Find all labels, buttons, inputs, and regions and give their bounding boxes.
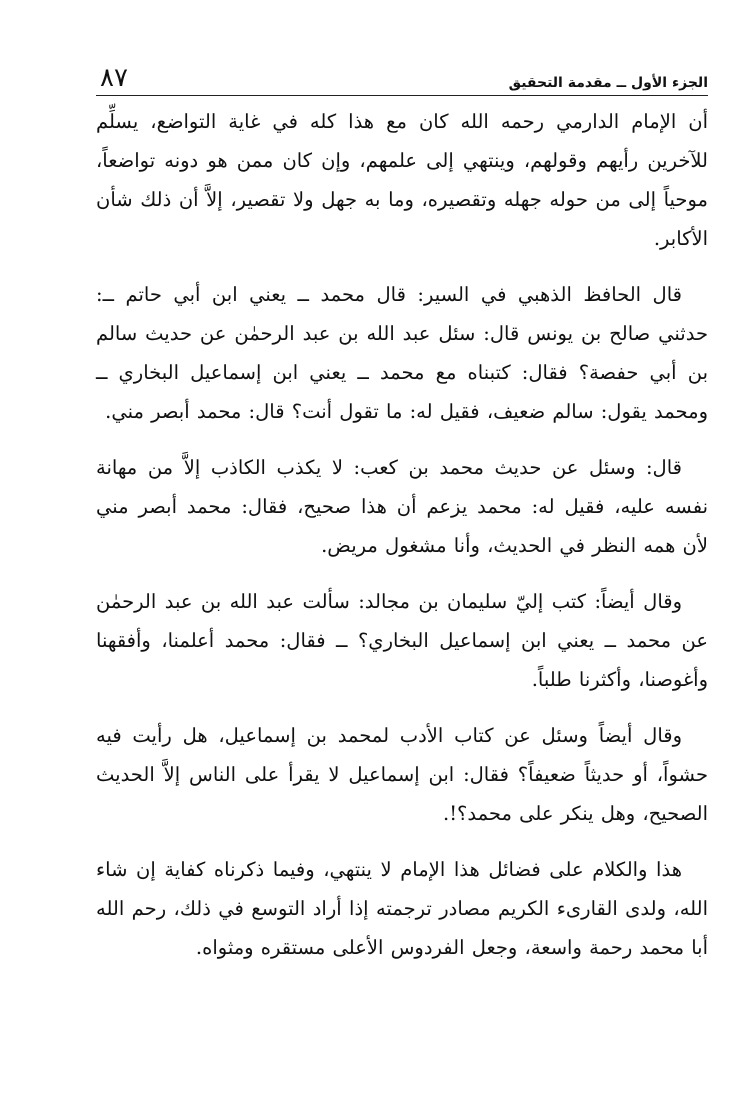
header-title: الجزء الأول ــ مقدمة التحقيق xyxy=(508,75,708,91)
paragraph-kab-hadith: قال: وسئل عن حديث محمد بن كعب: لا يكذب الكاذب إلاَّ من مهانة نفسه عليه، فقيل له: محمد يزعم أن هذا صحيح، فقال: محمد أبصر مني لأن همه النظر في الحديث، وأنا مشغول مريض. xyxy=(96,456,708,557)
paragraph-humility: أن الإمام الدارمي رحمه الله كان مع هذا كله في غاية التواضع، يسلِّم للآخرين رأيهم وقولهم، وينتهي إلى علمهم، وإن كان ممن هو دونه تواضعاً، موحياً إلى من حوله جهله وتقصيره، وما به جهل ولا تقصير، إلاَّ أن ذلك شأن الأكابر. xyxy=(96,110,708,250)
book-page xyxy=(96,64,708,1044)
paragraph-sulayman-letter: وقال أيضاً: كتب إليّ سليمان بن مجالد: سألت عبد الله بن عبد الرحمٰن عن محمد ــ يعني ابن إسماعيل البخاري؟ ــ فقال: محمد أعلمنا، وأفقهنا وأغوصنا، وأكثرنا طلباً. xyxy=(96,590,708,691)
paragraph-closing: هذا والكلام على فضائل هذا الإمام لا ينتهي، وفيما ذكرناه كفاية إن شاء الله، ولدى القارىء الكريم مصادر ترجمته إذا أراد التوسع في ذلك، رحم الله أبا محمد رحمة واسعة، وجعل الفردوس الأعلى مستقره ومثواه. xyxy=(96,858,708,959)
page-number: ٨٧ xyxy=(100,63,128,93)
body-text xyxy=(96,102,708,967)
running-header xyxy=(96,64,708,96)
paragraph-adab-book: وقال أيضاً وسئل عن كتاب الأدب لمحمد بن إسماعيل، هل رأيت فيه حشواً، أو حديثاً ضعيفاً؟ فقال: ابن إسماعيل لا يقرأ على الناس إلاَّ الحديث الصحيح، وهل ينكر على محمد؟!. xyxy=(96,724,708,825)
paragraph-dhahabi-quote: قال الحافظ الذهبي في السير: قال محمد ــ يعني ابن أبي حاتم ــ: حدثني صالح بن يونس قال: سئل عبد الله بن عبد الرحمٰن عن حديث سالم بن أبي حفصة؟ فقال: كتبناه مع محمد ــ يعني ابن إسماعيل البخاري ــ ومحمد يقول: سالم ضعيف، فقيل له: ما تقول أنت؟ قال: محمد أبصر مني. xyxy=(96,283,708,423)
